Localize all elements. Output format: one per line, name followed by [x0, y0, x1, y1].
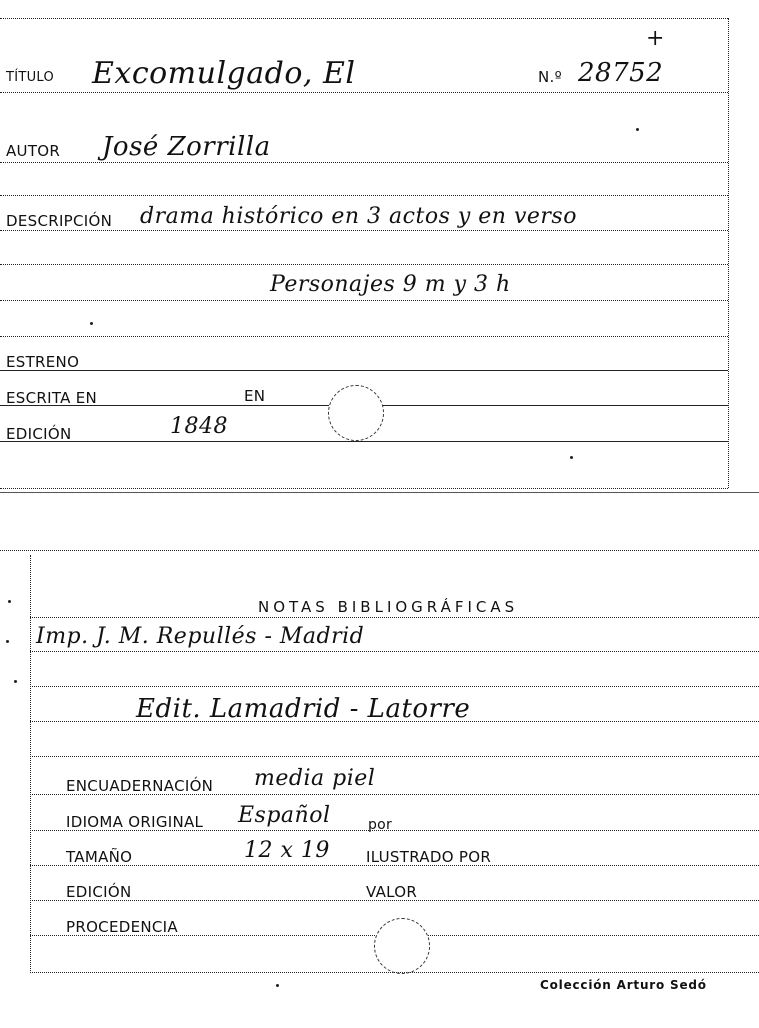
edicion-value: 1848	[170, 414, 228, 439]
idioma-label: IDIOMA ORIGINAL	[66, 813, 204, 831]
en-label: EN	[244, 387, 266, 405]
personajes-value: Personajes 9 m y 3 h	[270, 272, 511, 297]
speck	[276, 984, 279, 987]
ilustrado-por-label: ILUSTRADO POR	[366, 848, 492, 866]
encuadernacion-label: ENCUADERNACIÓN	[66, 777, 214, 795]
tamano-label: TAMAÑO	[66, 848, 133, 866]
estreno-label: ESTRENO	[6, 353, 80, 371]
coleccion-footer: Colección Arturo Sedó	[540, 978, 707, 992]
autor-value: José Zorrilla	[102, 132, 271, 162]
notas-line-0	[30, 617, 759, 618]
tamano-value: 12 x 19	[244, 838, 330, 863]
titulo-value: Excomulgado, El	[92, 56, 356, 91]
descripcion-value: drama histórico en 3 actos y en verso	[140, 204, 577, 229]
edicion-line-bottom	[30, 900, 759, 901]
numero-value: 28752	[578, 58, 664, 88]
speck	[8, 600, 11, 603]
numero-label: N.º	[538, 68, 562, 86]
bottom-card-top-border	[0, 550, 759, 551]
encuadernacion-line	[30, 794, 759, 795]
descripcion-label: DESCRIPCIÓN	[6, 212, 113, 230]
notas-line-1	[30, 651, 759, 652]
escrita-en-label: ESCRITA EN	[6, 389, 98, 407]
speck	[14, 680, 17, 683]
bottom-card-bottom-border	[30, 972, 759, 973]
notas-bibliograficas-title: NOTAS BIBLIOGRÁFICAS	[258, 598, 519, 616]
notas-line-4	[30, 756, 759, 757]
autor-label: AUTOR	[6, 142, 61, 160]
idioma-line	[30, 830, 759, 831]
idioma-value: Español	[238, 803, 331, 828]
edicion-label: EDICIÓN	[6, 425, 72, 443]
speck	[6, 640, 9, 643]
procedencia-label: PROCEDENCIA	[66, 918, 178, 936]
plus-mark: +	[646, 26, 665, 51]
tamano-line	[30, 865, 759, 866]
valor-label: VALOR	[366, 883, 418, 901]
edicion-label-bottom: EDICIÓN	[66, 883, 132, 901]
nota-line-1: Imp. J. M. Repullés - Madrid	[36, 624, 365, 649]
notas-line-2	[30, 686, 759, 687]
nota-line-2: Edit. Lamadrid - Latorre	[136, 694, 471, 724]
punch-hole-bottom	[374, 918, 430, 974]
por-label: por	[368, 817, 393, 833]
encuadernacion-value: media piel	[254, 766, 376, 791]
titulo-label: TÍTULO	[6, 70, 55, 85]
notas-line-3	[30, 721, 759, 722]
